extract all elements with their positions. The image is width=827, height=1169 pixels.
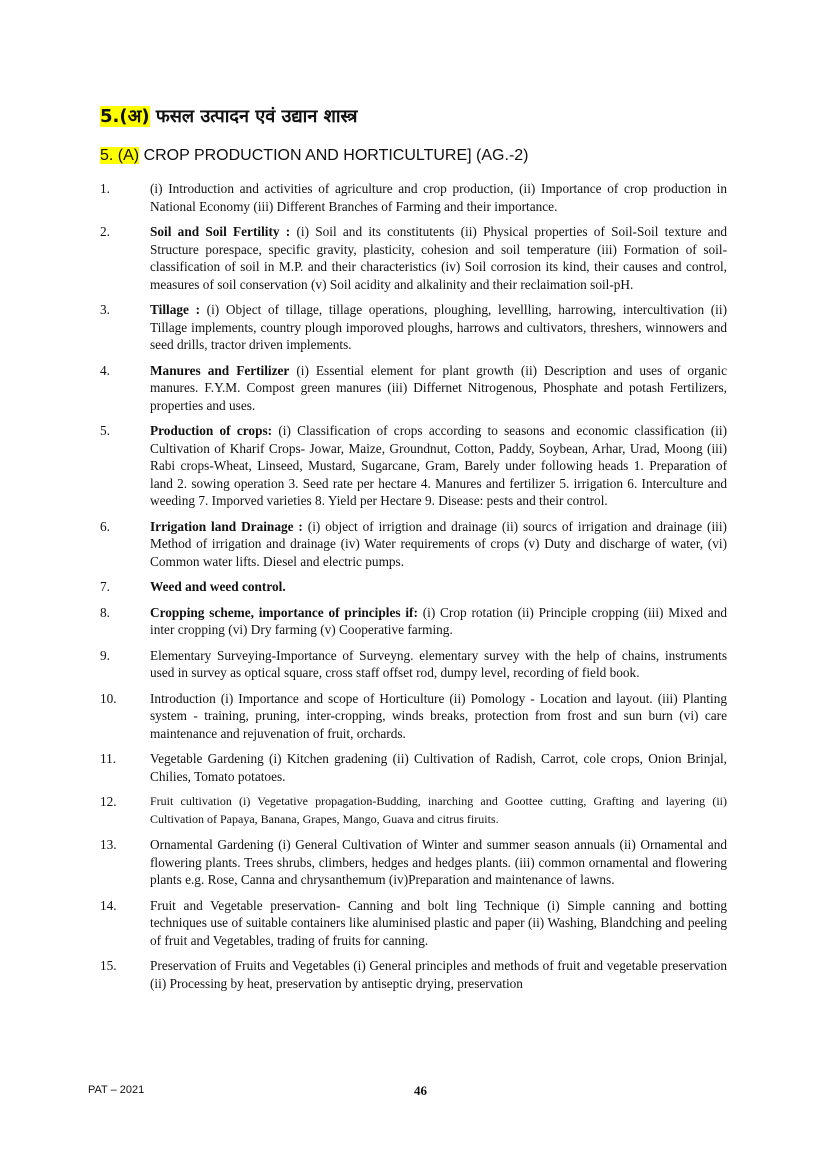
list-item-text: Fruit cultivation (i) Vegetative propagation-Budding, inarching and Goottee cutting, Grafting and layering (ii) Cultivation of Papaya, Banana, Grapes, Mango, Guava and citrus firuits. xyxy=(150,794,727,826)
list-item-body xyxy=(150,647,727,682)
section-number-english: 5. (A) xyxy=(100,147,140,164)
list-item xyxy=(100,793,727,828)
list-item-text: Vegetable Gardening (i) Kitchen gradening (ii) Cultivation of Radish, Carrot, cole crops, Onion Brinjal, Chilies, Tomato potatoes. xyxy=(150,751,727,784)
list-item-text: Elementary Surveying-Importance of Surveyng. elementary survey with the help of chains, instruments used in survey as optical square, cross staff offset rod, dumpy level, recording of field book. xyxy=(150,647,727,680)
list-item-number: 1. xyxy=(100,181,110,196)
list-item-number: 6. xyxy=(100,518,110,534)
list-item xyxy=(100,301,727,354)
list-item-topic: Cropping scheme, importance of principles if: xyxy=(150,604,418,620)
list-item-body xyxy=(150,690,727,743)
list-item-body xyxy=(150,422,727,510)
list-item xyxy=(100,518,727,571)
list-item-number: 11. xyxy=(100,751,117,766)
list-item-topic: Irrigation land Drainage : xyxy=(150,518,303,534)
list-item-text: Introduction (i) Importance and scope of Horticulture (ii) Pomology - Location and layout. (iii) Planting system - training, pruning, inter-cropping, winds breaks, protection from frost and sun burn (vi) care maintenance and rejuvenation of fruit, orchards. xyxy=(150,690,727,741)
list-item-body xyxy=(150,518,727,571)
list-item-number: 8. xyxy=(100,604,110,620)
list-item xyxy=(100,578,727,596)
list-item-body xyxy=(150,793,727,828)
list-item-body xyxy=(150,362,727,415)
list-item xyxy=(100,690,727,743)
list-item xyxy=(100,836,727,889)
list-item-number: 10. xyxy=(100,690,117,706)
list-item xyxy=(100,750,727,785)
list-item xyxy=(100,223,727,293)
list-item-number: 15. xyxy=(100,958,117,973)
list-item xyxy=(100,180,727,215)
list-item-text: (i) Introduction and activities of agriculture and crop production, (ii) Importance of crop production in National Economy (iii) Different Branches of Farming and their importance. xyxy=(150,181,727,214)
list-item-number: 9. xyxy=(100,647,110,663)
list-item-body xyxy=(150,223,727,293)
list-item-text: (i) Classification of crops according to seasons and economic classification (ii) Cultivation of Kharif Crops- Jowar, Maize, Groundnut, Cotton, Paddy, Soybean, Arhar, Urad, Moong (iii) Rabi crops-Wheat, Linseed, Mustard, Sugarcane, Gram, Barely under following heads 1. Preparation of land 2. sowing operation 3. Seed rate per hectare 4. Manures and fertilizer 5. irrigation 6. Interculture and weeding 7. Imporved varieties 8. Yield per Hectare 9. Disease: pests and their control. xyxy=(150,423,727,508)
list-item-text: Preservation of Fruits and Vegetables (i) General principles and methods of fruit and vegetable preservation (ii) Processing by heat, preservation by antiseptic drying, preservation xyxy=(150,958,727,991)
list-item-number: 2. xyxy=(100,224,110,239)
list-item-topic: Tillage : xyxy=(150,302,200,317)
section-heading-hindi xyxy=(100,104,357,128)
section-title-english: CROP PRODUCTION AND HORTICULTURE] (AG.-2) xyxy=(139,147,529,164)
list-item-body xyxy=(150,897,727,950)
list-item-body xyxy=(150,836,727,889)
list-item-text: (i) Object of tillage, tillage operations, ploughing, levellling, harrowing, intercultivation (ii) Tillage implements, country plough imporoved ploughs, harrows and cultivators, threshers, winnowers and seed drills, tractor driven implements. xyxy=(150,302,727,352)
section-heading-english xyxy=(100,147,529,165)
list-item-number: 14. xyxy=(100,897,117,913)
list-item xyxy=(100,647,727,682)
list-item-number: 12. xyxy=(100,794,117,809)
list-item-text: (i) Essential element for plant growth (ii) Description and uses of organic manures. F.Y.M. Compost green manures (iii) Differnet Nitrogenous, Phosphate and potash Fertilizers, properties and uses. xyxy=(150,362,727,413)
list-item-topic: Manures and Fertilizer xyxy=(150,362,290,378)
list-item-number: 5. xyxy=(100,423,110,438)
list-item-number: 3. xyxy=(100,302,110,317)
list-item-number: 4. xyxy=(100,362,110,378)
list-item-topic: Production of crops: xyxy=(150,423,273,438)
list-item xyxy=(100,604,727,639)
list-item-body xyxy=(150,180,727,215)
section-number-hindi: 5.(अ) xyxy=(100,106,150,127)
list-item-body xyxy=(150,301,727,354)
list-item-body xyxy=(150,578,727,596)
list-item-body xyxy=(150,750,727,785)
section-title-hindi: फसल उत्पादन एवं उद्यान शास्त्र xyxy=(149,106,358,127)
list-item-number: 7. xyxy=(100,579,110,594)
syllabus-list xyxy=(100,180,727,1000)
list-item-topic: Soil and Soil Fertility : xyxy=(150,224,291,239)
list-item-body xyxy=(150,957,727,992)
list-item-text: Fruit and Vegetable preservation- Canning and bolt ling Technique (i) Simple canning and botting techniques use of suitable containers like aluminised plastic and paper (ii) Washing, Blandching and peeling of fruit and Vegetables, trading of fruits for canning. xyxy=(150,897,727,948)
list-item-body xyxy=(150,604,727,639)
list-item-number: 13. xyxy=(100,837,117,852)
list-item-text: (i) Crop rotation (ii) Principle cropping (iii) Mixed and inter cropping (vi) Dry farming (v) Cooperative farming. xyxy=(150,604,727,637)
list-item xyxy=(100,957,727,992)
list-item xyxy=(100,897,727,950)
list-item-topic: Weed and weed control. xyxy=(150,579,286,594)
list-item-text: (i) object of irrigtion and drainage (ii) sourcs of irrigation and drainage (iii) Method of irrigation and drainage (iv) Water requirements of crops (v) Duty and discharge of water, (vi) Common water lifts. Diesel and electric pumps. xyxy=(150,518,727,569)
list-item-text: Ornamental Gardening (i) General Cultivation of Winter and summer season annuals (ii) Ornamental and flowering plants. Trees shrubs, climbers, hedges and hedges plants. (iii) common ornamental and flowering plants e.g. Rose, Canna and chrysanthemum (iv)Preparation and maintenance of lawns. xyxy=(150,837,727,887)
list-item xyxy=(100,362,727,415)
footer-page-number: 46 xyxy=(414,1083,427,1098)
list-item xyxy=(100,422,727,510)
list-item-text: (i) Soil and its constitutents (ii) Physical properties of Soil-Soil texture and Structure porespace, specific gravity, plasticity, cohesion and soil temperature (iii) Formation of soil-classification of soil in M.P. and their characteristics (iv) Soil corrosion its kind, their causes and control, measures of soil conservation (v) Soil acidity and alkalinity and their reclaimation soil-pH. xyxy=(150,224,727,292)
footer-exam-label: PAT – 2021 xyxy=(88,1084,145,1096)
